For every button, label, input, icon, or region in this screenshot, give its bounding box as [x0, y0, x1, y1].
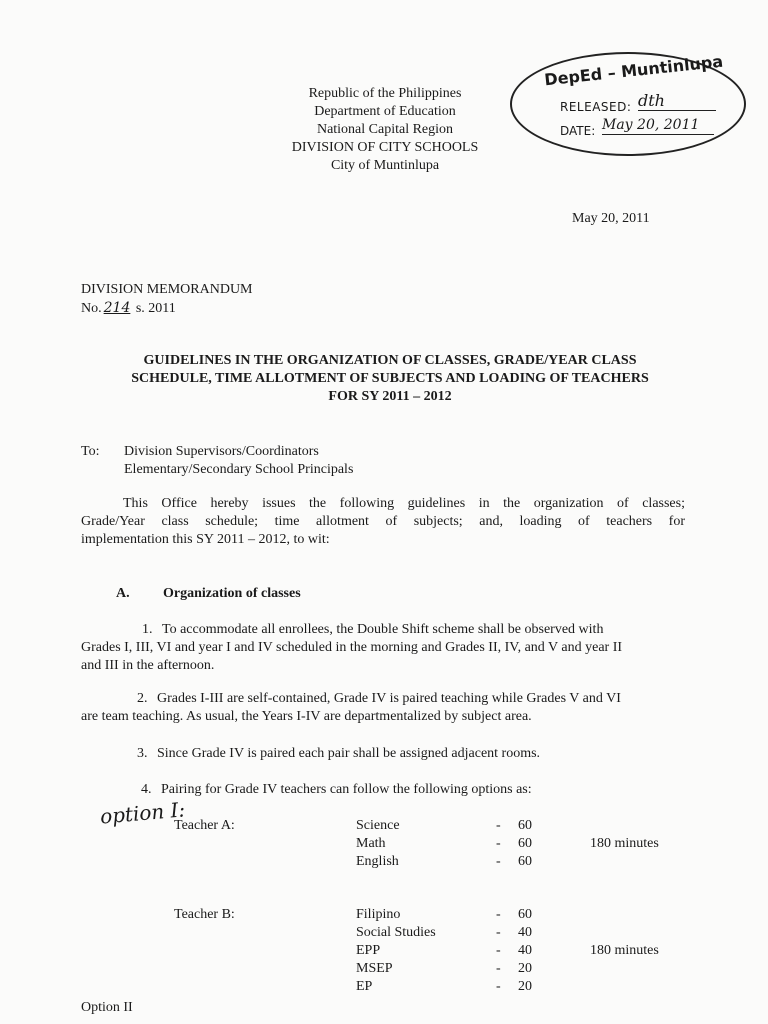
minutes: 60 — [518, 907, 532, 922]
minutes: 60 — [518, 818, 532, 833]
intro-line: implementation this SY 2011 – 2012, to wit: — [81, 532, 330, 547]
teacher-total: 180 minutes — [590, 943, 659, 958]
intro-line: This Office hereby issues the following guidelines in the organization of classes; — [123, 496, 685, 511]
table-row — [356, 835, 386, 853]
table-row — [356, 924, 436, 942]
stamp-released-label: RELEASED: — [560, 100, 632, 114]
list-item — [137, 745, 540, 763]
subject: Social Studies — [356, 925, 436, 940]
recipient: Elementary/Secondary School Principals — [124, 462, 354, 477]
table-row — [356, 960, 393, 978]
item-line: are team teaching. As usual, the Years I-IV are departmentalized by subject area. — [81, 709, 532, 724]
item-line: Grades I, III, VI and year I and IV scheduled in the morning and Grades II, IV, and V and year II — [81, 640, 623, 655]
minutes: 60 — [518, 854, 532, 869]
item-number: 1. — [142, 622, 153, 637]
subject: MSEP — [356, 961, 393, 976]
item-line: To accommodate all enrollees, the Double Shift scheme shall be observed with — [162, 622, 604, 637]
memo-number-value: 214 — [103, 300, 131, 316]
dash: - — [496, 854, 501, 869]
minutes: 20 — [518, 961, 532, 976]
table-row — [356, 853, 399, 871]
minutes: 20 — [518, 979, 532, 994]
memo-date: May 20, 2011 — [572, 211, 650, 226]
minutes: 40 — [518, 943, 532, 958]
letterhead — [270, 85, 500, 175]
dash: - — [496, 943, 501, 958]
item-line: Since Grade IV is paired each pair shall be assigned adjacent rooms. — [157, 746, 541, 761]
dash: - — [496, 818, 501, 833]
item-line: Grades I-III are self-contained, Grade IV is paired teaching while Grades V and VI — [157, 691, 621, 706]
memo-number-suffix: s. 2011 — [135, 301, 176, 316]
memo-title-line: FOR SY 2011 – 2012 — [328, 389, 452, 404]
subject: EP — [356, 979, 373, 994]
list-item — [141, 781, 532, 799]
stamp-title: DepEd – Muntinlupa — [543, 51, 724, 90]
section-letter: A. — [116, 586, 130, 601]
intro-line: Grade/Year class schedule; time allotment of subjects; and, loading of teachers for — [81, 514, 685, 529]
intro-paragraph — [81, 495, 685, 549]
teacher-name: Teacher B: — [174, 907, 235, 922]
dash: - — [496, 836, 501, 851]
stamp-released-value: dth — [638, 92, 716, 111]
list-item — [81, 621, 685, 675]
section-title: Organization of classes — [163, 586, 301, 601]
dash: - — [496, 961, 501, 976]
subject: EPP — [356, 943, 381, 958]
minutes: 40 — [518, 925, 532, 940]
letterhead-line: DIVISION OF CITY SCHOOLS — [291, 140, 479, 155]
footer-option-label: Option II — [81, 1000, 133, 1015]
minutes: 60 — [518, 836, 532, 851]
memo-title-line: GUIDELINES IN THE ORGANIZATION OF CLASSES, GRADE/YEAR CLASS — [143, 353, 637, 368]
teacher-name: Teacher A: — [174, 818, 235, 833]
stamp-date-label: DATE: — [560, 124, 596, 138]
to-label: To: — [81, 444, 100, 459]
letterhead-line: National Capital Region — [316, 122, 454, 137]
table-row — [356, 942, 380, 960]
item-line: and III in the afternoon. — [81, 658, 215, 673]
memo-title-line: SCHEDULE, TIME ALLOTMENT OF SUBJECTS AND LOADING OF TEACHERS — [131, 371, 649, 386]
memo-type: DIVISION MEMORANDUM — [81, 282, 253, 297]
release-stamp — [510, 52, 746, 156]
stamp-date-value: May 20, 2011 — [602, 116, 714, 135]
teacher-total: 180 minutes — [590, 836, 659, 851]
memo-number-prefix: No. — [81, 301, 102, 316]
letterhead-line: Department of Education — [314, 104, 456, 119]
table-row — [356, 906, 400, 924]
item-number: 3. — [137, 746, 148, 761]
table-row — [356, 978, 372, 996]
memo-title — [60, 352, 720, 406]
dash: - — [496, 907, 501, 922]
item-number: 2. — [137, 691, 148, 706]
dash: - — [496, 979, 501, 994]
letterhead-line: City of Muntinlupa — [330, 158, 440, 173]
subject: Math — [356, 836, 386, 851]
dash: - — [496, 925, 501, 940]
memo-number — [81, 299, 176, 318]
recipient: Division Supervisors/Coordinators — [124, 444, 319, 459]
subject: English — [356, 854, 399, 869]
subject: Filipino — [356, 907, 401, 922]
list-item — [81, 690, 685, 726]
handwritten-option-label: option I: — [99, 797, 187, 829]
recipients — [124, 443, 353, 479]
item-number: 4. — [141, 782, 152, 797]
item-line: Pairing for Grade IV teachers can follow the following options as: — [161, 782, 532, 797]
subject: Science — [356, 818, 400, 833]
letterhead-line: Republic of the Philippines — [308, 86, 462, 101]
table-row — [356, 817, 400, 835]
